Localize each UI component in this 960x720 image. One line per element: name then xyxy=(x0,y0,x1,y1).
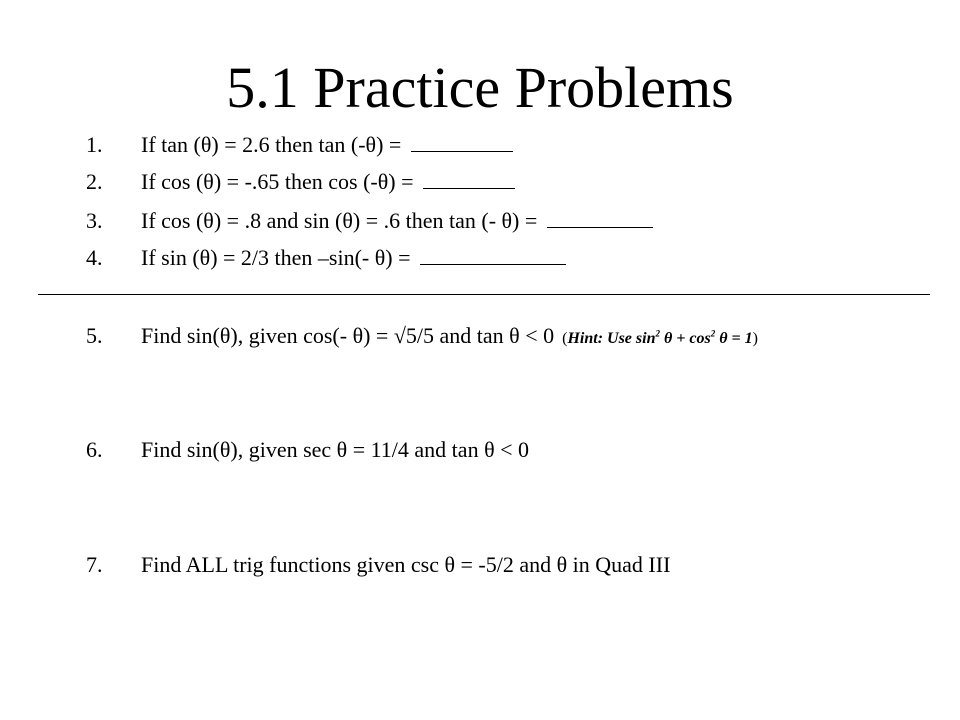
hint: (Hint: Use $\sin^2 \theta + \cos^2 \theta = 1$) xyxy=(562,328,758,347)
answer-blank xyxy=(420,246,566,265)
problem-text: Find sin(θ), given sec θ = 11/4 and tan θ < 0 xyxy=(141,437,530,462)
answer-blank xyxy=(411,133,513,152)
problem-text: If sin (θ) = 2/3 then –sin(- θ) = xyxy=(141,245,417,270)
problem-number: 6. xyxy=(86,437,103,462)
problem-number: 2. xyxy=(86,169,103,194)
problem-number: 5. xyxy=(86,323,103,348)
problem-number: 4. xyxy=(86,245,103,270)
problem-number: 7. xyxy=(86,552,103,577)
page-title: 5.1 Practice Problems xyxy=(226,55,734,120)
problem-text: Find sin(θ), given cos(- θ) = √5/5 and tan θ < 0 xyxy=(141,323,555,348)
problem-text: If cos (θ) = .8 and sin (θ) = .6 then tan (- θ) = xyxy=(141,208,543,233)
answer-blank xyxy=(423,170,515,189)
problem-number: 3. xyxy=(86,208,103,233)
problem-number: 1. xyxy=(86,132,103,157)
problem-text: Find ALL trig functions given csc θ = -5/2 and θ in Quad III xyxy=(141,552,671,577)
answer-blank xyxy=(547,209,653,228)
problem-text: If cos (θ) = -.65 then cos (-θ) = xyxy=(141,169,420,194)
problem-text: If tan (θ) = 2.6 then tan (-θ) = xyxy=(141,132,407,157)
section-divider xyxy=(38,294,930,295)
